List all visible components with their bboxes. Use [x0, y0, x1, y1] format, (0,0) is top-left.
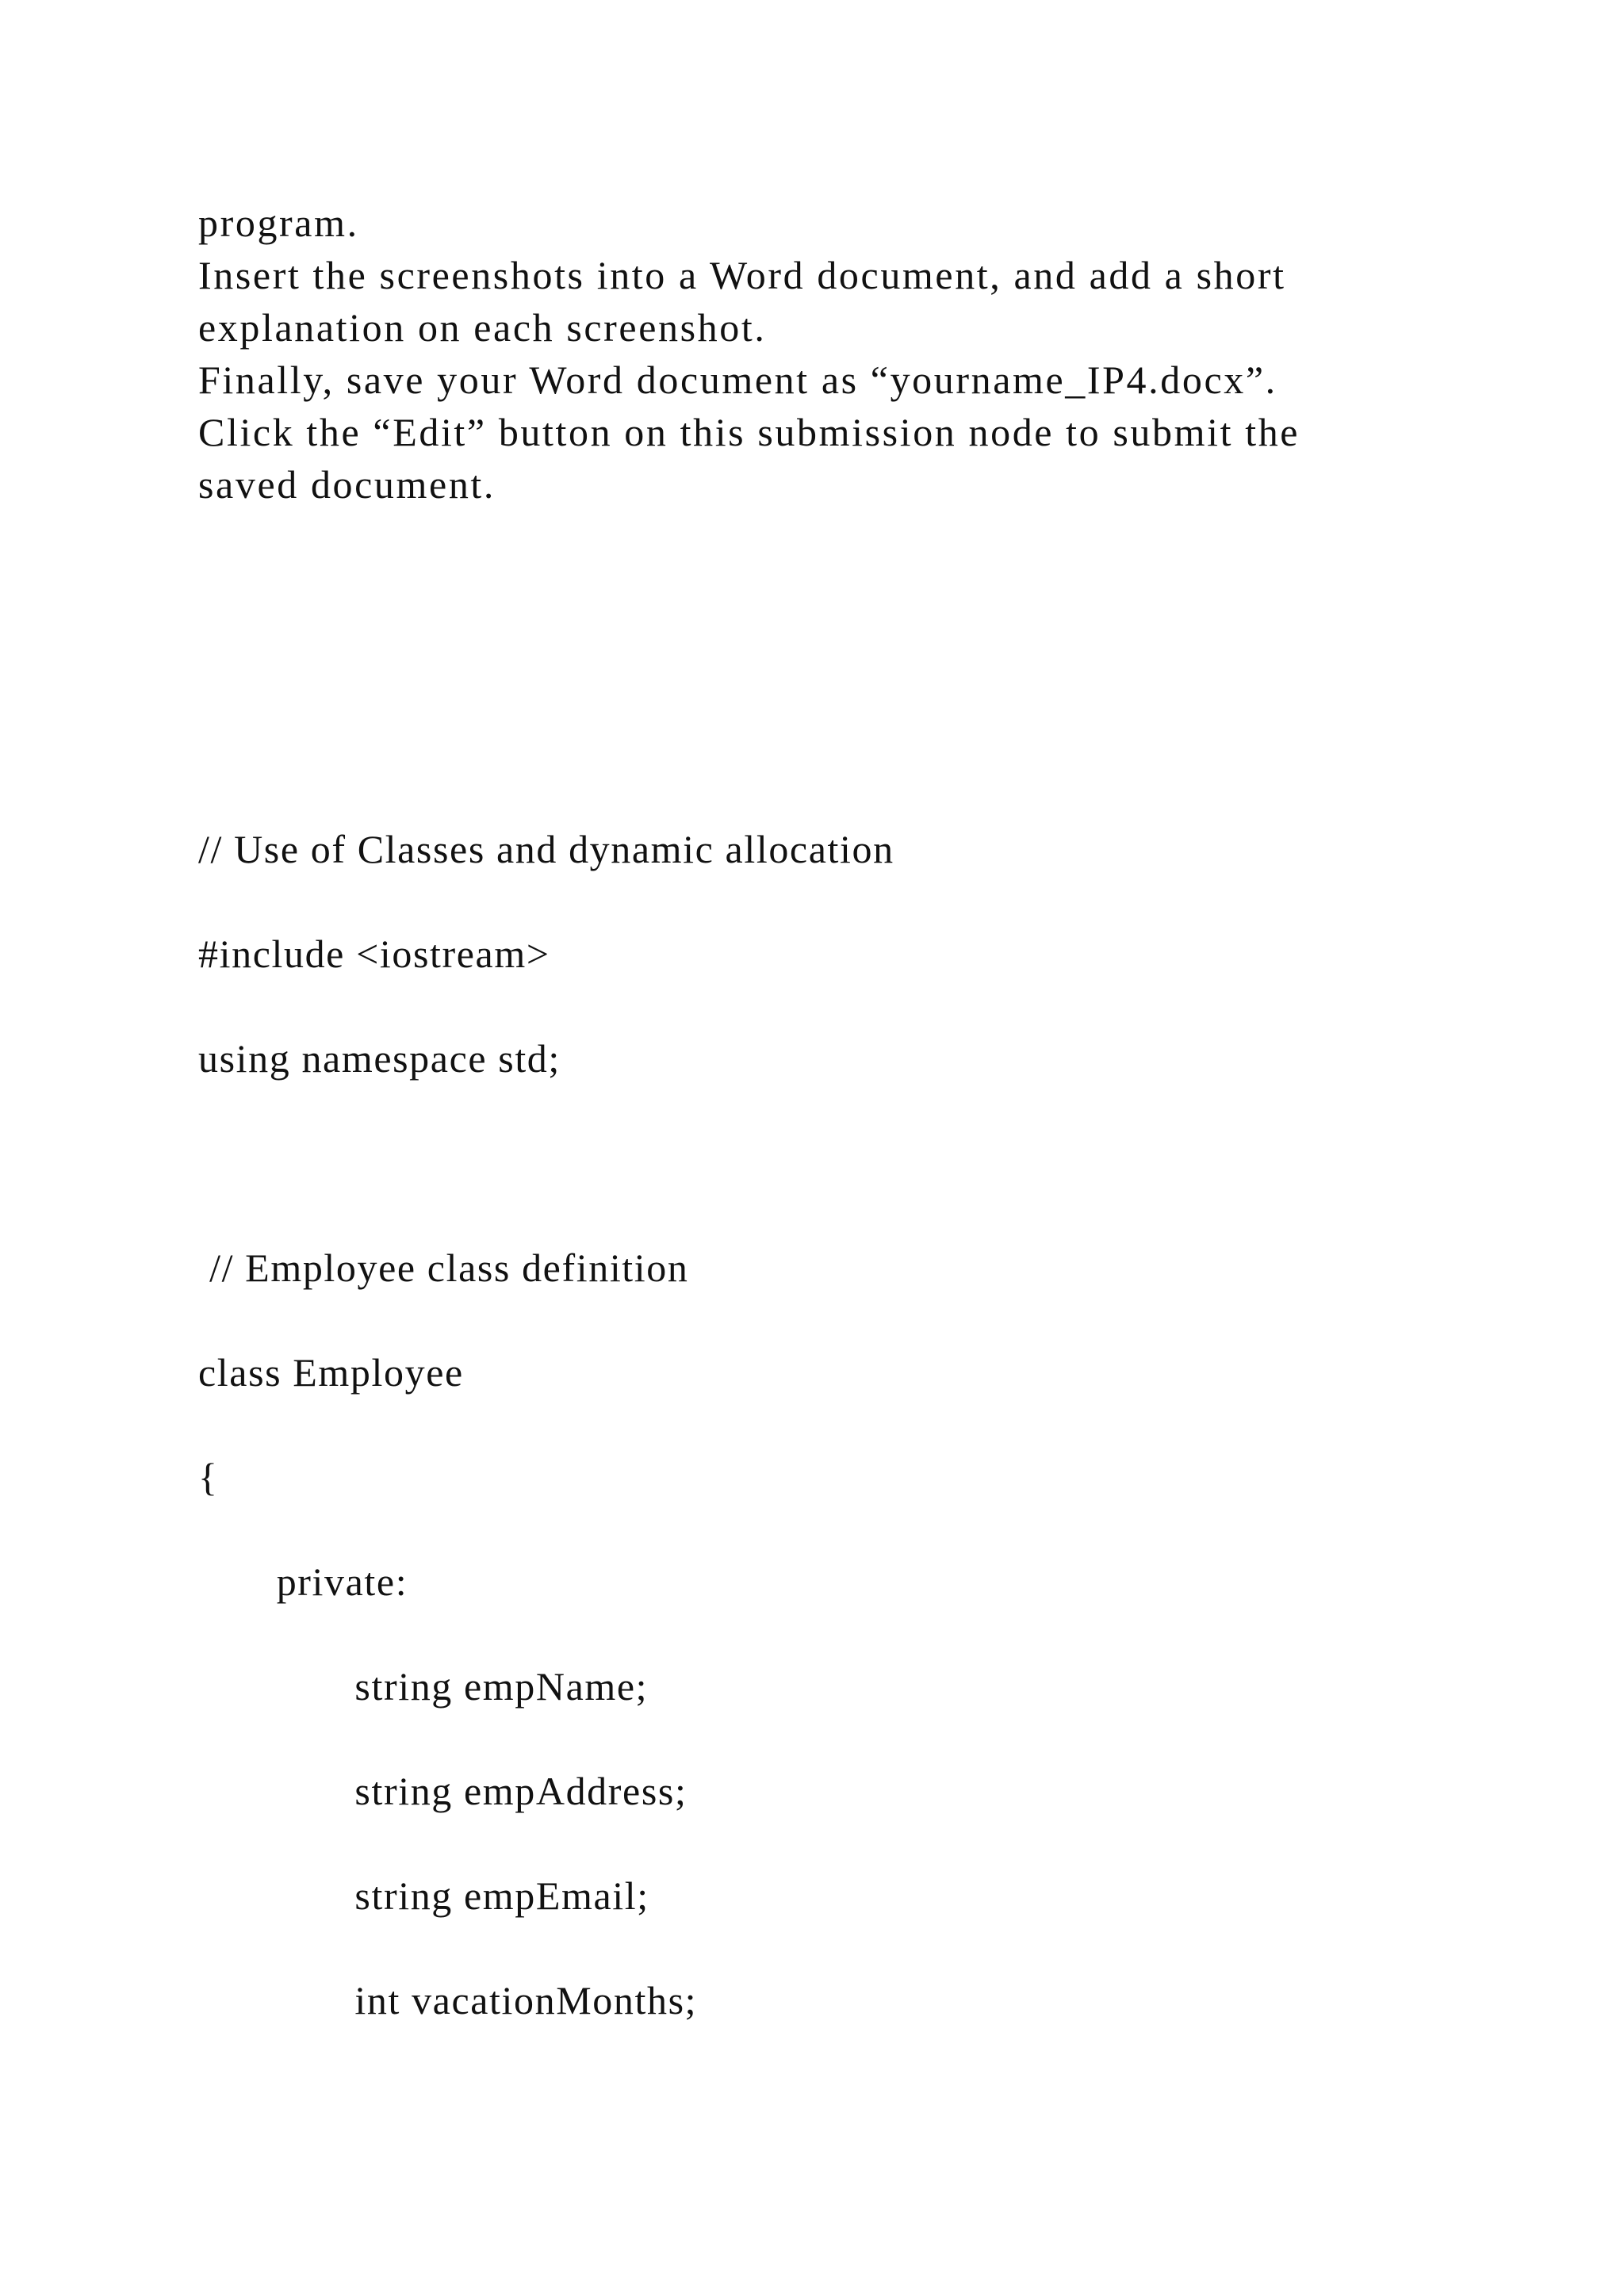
instruction-line: saved document. — [198, 462, 496, 507]
instructions-block — [198, 197, 1467, 511]
code-namespace-line: using namespace std; — [198, 1036, 561, 1081]
code-member-line: string empEmail; — [198, 1873, 649, 1918]
instruction-line: program. — [198, 201, 359, 245]
code-member-line: string empAddress; — [198, 1769, 688, 1813]
code-brace-line: { — [198, 1455, 219, 1499]
code-comment-line: // Use of Classes and dynamic allocation — [198, 827, 894, 871]
instruction-line: explanation on each screenshot. — [198, 305, 767, 350]
code-member-line: int vacationMonths; — [198, 1978, 698, 2022]
code-member-line: string empName; — [198, 1664, 649, 1709]
instruction-line: Click the “Edit” button on this submission node to submit the — [198, 410, 1300, 454]
instruction-line: Finally, save your Word document as “yourname_IP4.docx”. — [198, 358, 1277, 402]
code-class-line: class Employee — [198, 1350, 464, 1395]
code-comment-line: // Employee class definition — [198, 1246, 689, 1290]
code-include-line: #include <iostream> — [198, 932, 550, 976]
code-access-line: private: — [198, 1559, 408, 1604]
instruction-line: Insert the screenshots into a Word document, and add a short — [198, 253, 1286, 297]
